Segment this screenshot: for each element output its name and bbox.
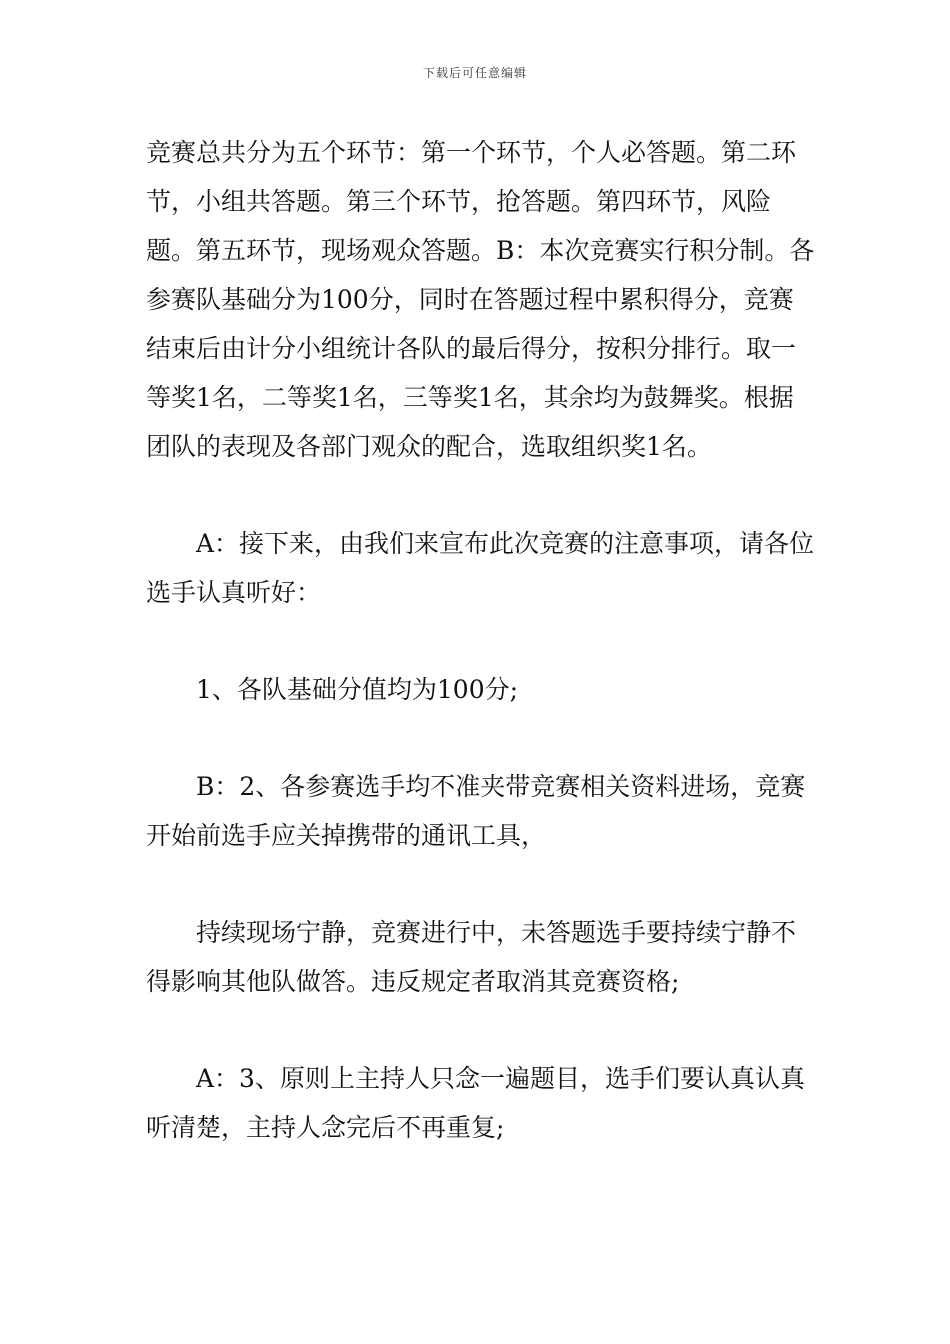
paragraph-rule-1: 1、各队基础分值均为100分; [196, 675, 519, 704]
page-header: 下载后可任意编辑 [422, 66, 527, 80]
paragraph-rule-2: B：2、各参赛选手均不准夹带竞赛相关资料进场，竞赛开始前选手应关掉携带的通讯工具， [146, 772, 806, 850]
paragraph-gap [146, 617, 818, 665]
paragraph-gap [146, 1006, 818, 1054]
paragraph-rule-2-cont: 持续现场宁静，竞赛进行中，未答题选手要持续宁静不得影响其他队做答。违反规定者取消其竞赛资格; [146, 918, 797, 996]
paragraph-gap [146, 714, 818, 762]
paragraph-gap [146, 860, 818, 908]
paragraph-announcement: A：接下来，由我们来宣布此次竞赛的注意事项，请各位选手认真听好： [146, 529, 815, 607]
paragraph-gap [146, 471, 818, 519]
paragraph-rules-overview: 竞赛总共分为五个环节：第一个环节，个人必答题。第二环节，小组共答题。第三个环节，抢答题。第四环节，风险题。第五环节，现场观众答题。B：本次竞赛实行积分制。各参赛队基础分为100分，同时在答题过程中累积得分，竞赛结束后由计分小组统计各队的最后得分，按积分排行。取一等奖1名，二等奖1名，三等奖1名，其余均为鼓舞奖。根据团队的表现及各部门观众的配合，选取组织奖1名。 [146, 138, 815, 461]
paragraph-rule-3: A：3、原则上主持人只念一遍题目，选手们要认真认真听清楚，主持人念完后不再重复; [146, 1064, 805, 1142]
document-body [146, 128, 818, 1152]
